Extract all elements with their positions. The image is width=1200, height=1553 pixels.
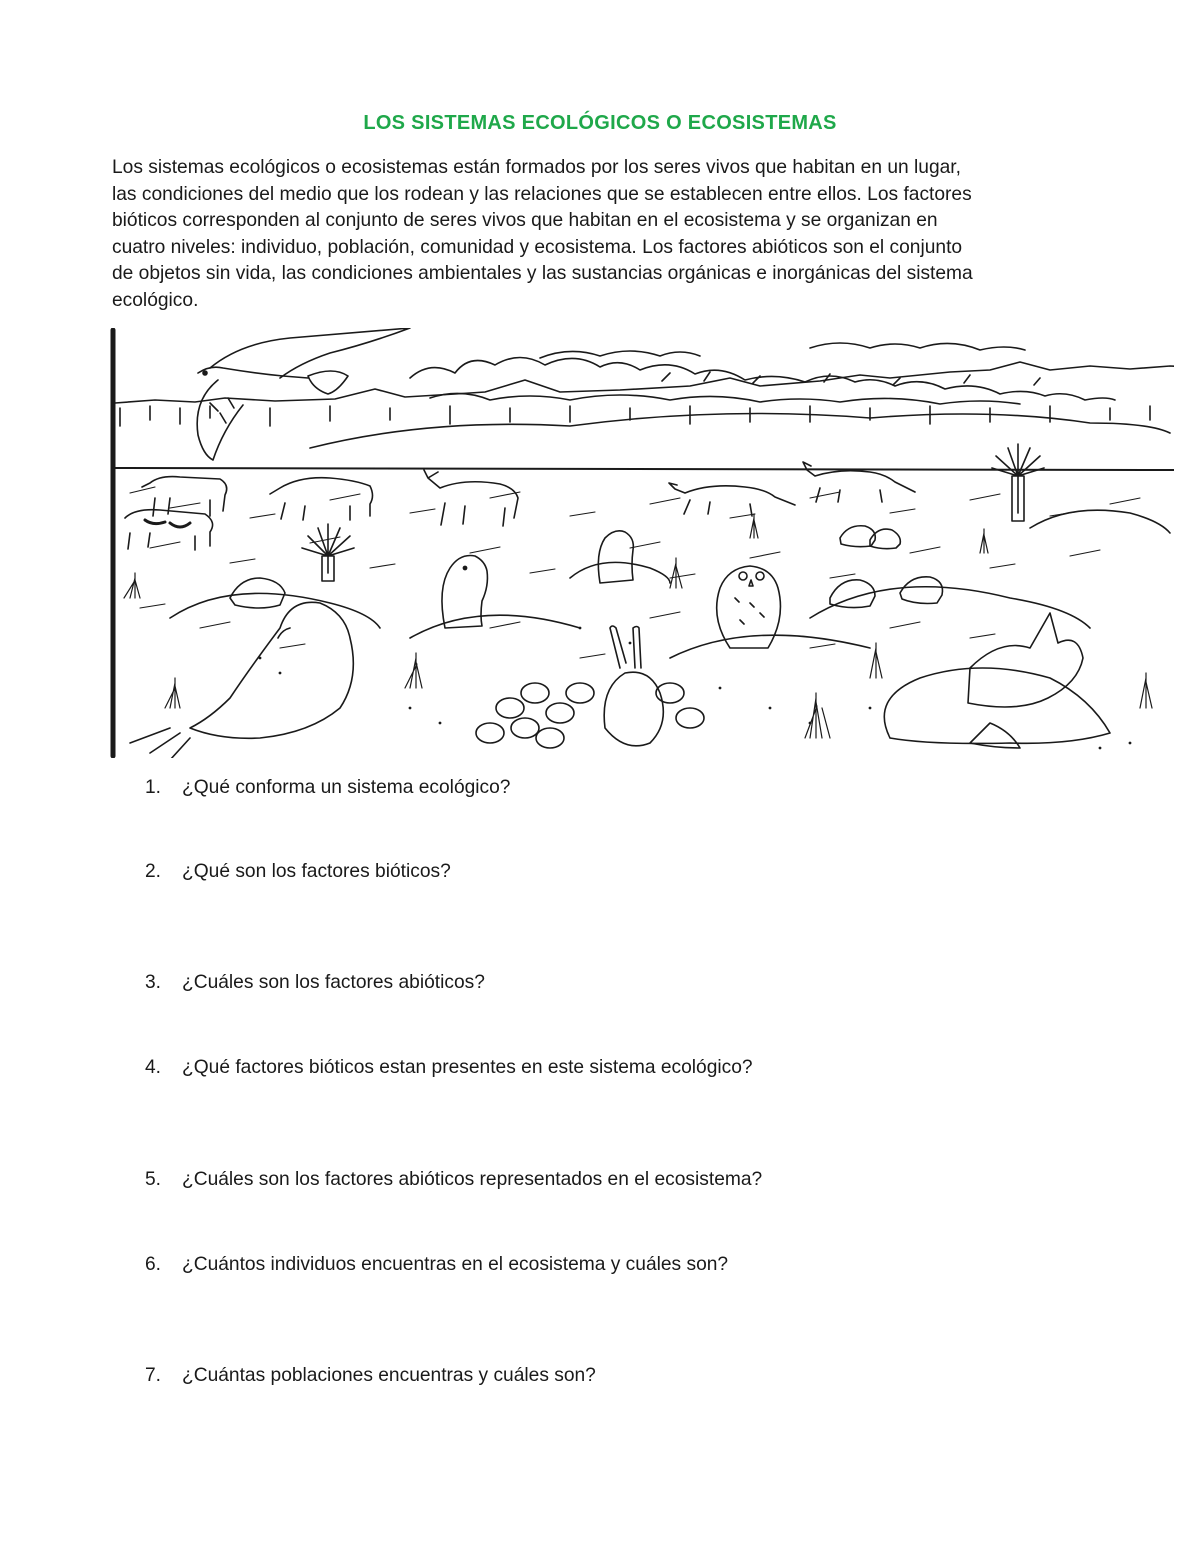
- ecosystem-illustration: [110, 328, 1174, 758]
- grass-tufts: [124, 514, 1152, 738]
- intro-line: las condiciones del medio que los rodean y las relaciones que se establecen entre ellos. Los factores: [112, 183, 972, 205]
- question-item: [145, 972, 485, 994]
- question-text: ¿Cuántos individuos encuentras en el ecosistema y cuáles son?: [182, 1254, 729, 1275]
- intro-paragraph: [112, 155, 1097, 315]
- intro-line: ecológico.: [112, 289, 199, 311]
- question-item: [145, 1057, 753, 1079]
- question-number: 4.: [145, 1057, 162, 1078]
- page-title: LOS SISTEMAS ECOLÓGICOS O ECOSISTEMAS: [363, 112, 837, 134]
- question-text: ¿Qué conforma un sistema ecológico?: [182, 777, 511, 798]
- cactus-patch: [476, 683, 704, 748]
- question-text: ¿Cuántas poblaciones encuentras y cuáles son?: [182, 1365, 596, 1386]
- intro-line: cuatro niveles: individuo, población, comunidad y ecosistema. Los factores abióticos son el conjunto: [112, 236, 963, 258]
- question-item: [145, 777, 510, 799]
- mountains: [113, 362, 1174, 470]
- question-number: 3.: [145, 972, 162, 993]
- question-number: 2.: [145, 861, 162, 882]
- clouds: [410, 343, 1115, 404]
- fox: [884, 613, 1110, 748]
- intro-line: de objetos sin vida, las condiciones ambientales y las sustancias orgánicas e inorgánicas del sistema: [112, 263, 973, 285]
- question-text: ¿Qué son los factores bióticos?: [182, 861, 451, 882]
- rabbit: [604, 626, 663, 746]
- question-item: [145, 1169, 762, 1191]
- rocks-dots: [259, 627, 1132, 750]
- question-number: 6.: [145, 1254, 162, 1275]
- intro-line: Los sistemas ecológicos o ecosistemas están formados por los seres vivos que habitan en un lugar,: [112, 157, 961, 178]
- question-text: ¿Qué factores bióticos estan presentes en este sistema ecológico?: [182, 1057, 753, 1078]
- question-item: [145, 1254, 728, 1276]
- question-number: 7.: [145, 1365, 162, 1386]
- question-number: 1.: [145, 777, 162, 798]
- intro-line: bióticos corresponden al conjunto de seres vivos que habitan en el ecosistema y se organizan en: [112, 210, 938, 232]
- question-text: ¿Cuáles son los factores abióticos representados en el ecosistema?: [182, 1169, 763, 1190]
- question-item: [145, 1365, 596, 1387]
- flying-bird: [197, 328, 410, 460]
- deer: [424, 470, 518, 526]
- question-item: [145, 861, 451, 883]
- hawk: [130, 602, 353, 758]
- question-text: ¿Cuáles son los factores abióticos?: [182, 972, 485, 993]
- question-number: 5.: [145, 1169, 162, 1190]
